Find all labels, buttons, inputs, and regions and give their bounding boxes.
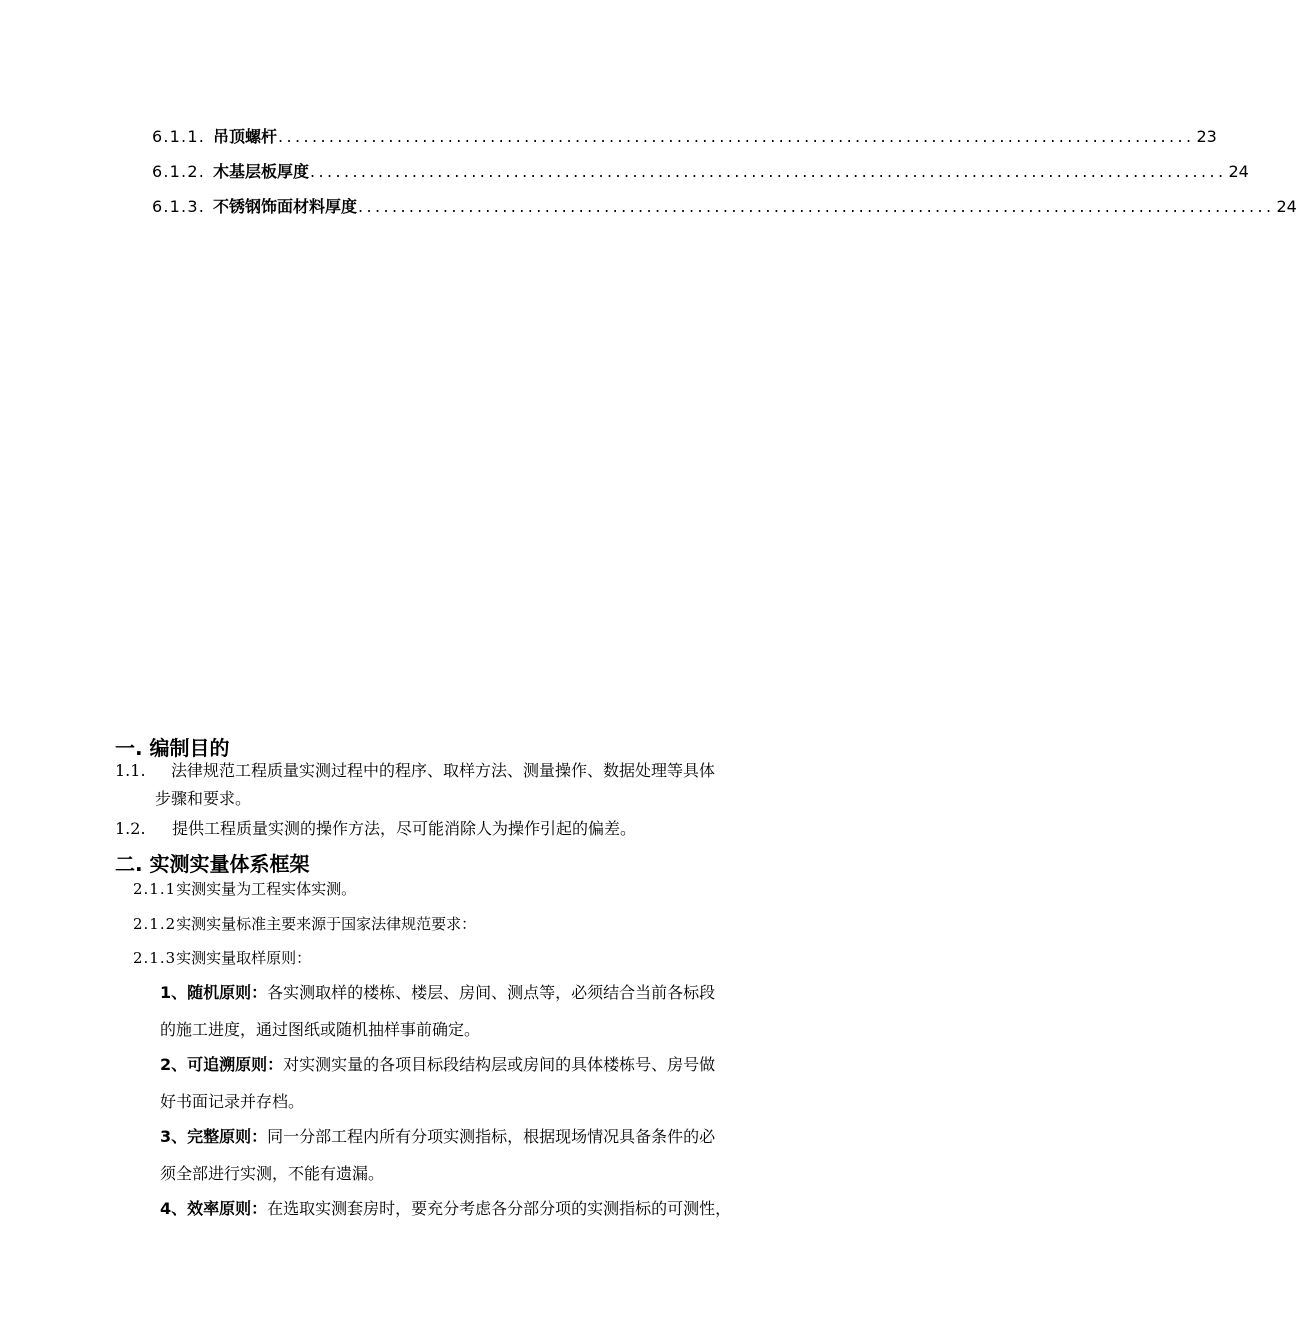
toc-page-number: 24 [1276,197,1297,216]
principle-text: 对实测实量的各项目标段结构层或房间的具体楼栋号、房号做 [283,1055,716,1074]
principle-label: 2、可追溯原则： [160,1055,284,1074]
toc-page-number: 23 [1196,127,1217,146]
principle-text-cont: 好书面记录并存档。 [160,1092,305,1111]
item-continuation: 步骤和要求。 [155,789,252,808]
principle-text: 各实测取样的楼栋、楼层、房间、测点等，必须结合当前各标段 [267,983,716,1002]
subsection-text: 实测实量为工程实体实测。 [176,880,357,898]
principle-text-cont: 的施工进度，通过图纸或随机抽样事前确定。 [160,1020,481,1039]
principle-efficiency [160,1190,840,1227]
item-number: 1.1. [115,761,146,780]
subsection-item [133,913,476,934]
subsection-code: 2.1.3 [133,949,177,967]
item-text: 提供工程质量实测的操作方法，尽可能消除人为操作引起的偏差。 [172,819,637,838]
principle-text-cont: 须全部进行实测，不能有遗漏。 [160,1164,385,1183]
item-number: 1.2. [115,819,146,838]
subsection-code: 2.1.2 [133,915,177,933]
toc-entry[interactable] [152,159,1249,194]
toc-leader: ............................................................................................................ [358,197,1275,216]
section-heading-purpose: 一. 编制目的 [115,736,230,760]
principle-text: 同一分部工程内所有分项实测指标，根据现场情况具备条件的必 [267,1127,716,1146]
subsection-code: 2.1.1 [133,880,177,898]
toc-leader: ............................................................................................................ [310,162,1227,181]
principle-label: 4、效率原则： [160,1199,268,1218]
subsection-item [133,878,356,899]
toc-entry[interactable] [152,124,1217,159]
principle-label: 3、完整原则： [160,1127,268,1146]
toc-number: 6.1.2. [152,162,205,181]
principle-complete [160,1118,840,1192]
toc-number: 6.1.3. [152,197,205,216]
subsection-item [133,947,311,968]
subsection-text: 实测实量标准主要来源于国家法律规范要求： [176,915,477,933]
principle-random [160,974,840,1048]
toc-page-number: 24 [1228,162,1249,181]
table-of-contents [152,124,1297,229]
toc-entry[interactable] [152,194,1297,229]
toc-title: 不锈钢饰面材料厚度 [213,197,358,216]
toc-leader: ............................................................................................................ [278,127,1195,146]
toc-title: 木基层板厚度 [213,162,310,181]
section-heading-framework: 二. 实测实量体系框架 [115,852,310,876]
item-text: 法律规范工程质量实测过程中的程序、取样方法、测量操作、数据处理等具体 [171,761,716,780]
principle-traceable [160,1046,840,1120]
toc-number: 6.1.1. [152,127,205,146]
subsection-text: 实测实量取样原则： [176,949,312,967]
principle-label: 1、随机原则： [160,983,268,1002]
list-item [115,816,840,842]
principle-text: 在选取实测套房时，要充分考虑各分部分项的实测指标的可测性， [267,1199,732,1218]
toc-title: 吊顶螺杆 [213,127,278,146]
list-item [115,758,840,784]
